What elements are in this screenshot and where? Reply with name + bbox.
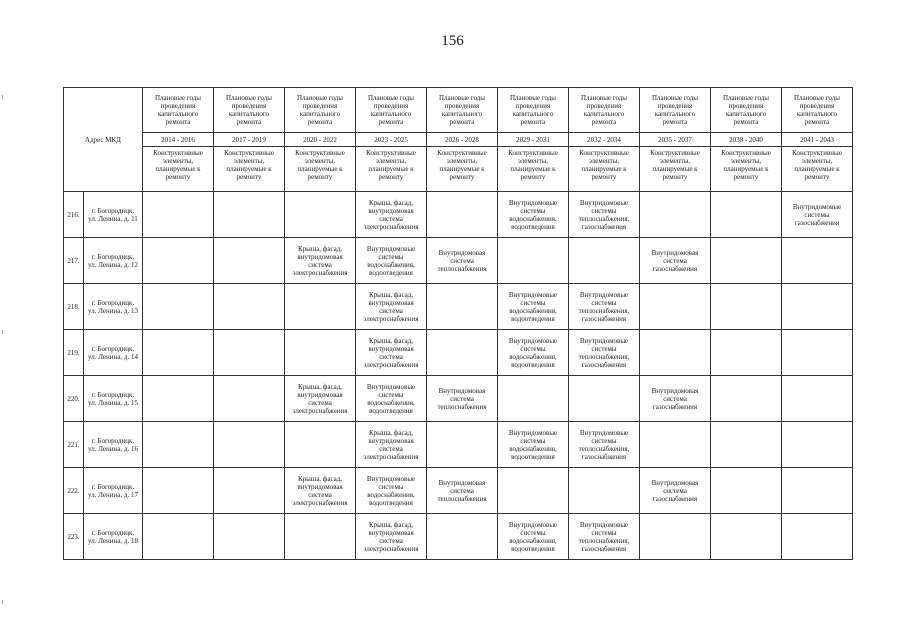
work-cell: Внутридомовая система газоснабжения xyxy=(640,376,711,422)
period-years-cell: 2038 - 2040 xyxy=(711,133,782,147)
period-years-cell: 2032 - 2034 xyxy=(569,133,640,147)
address-cell xyxy=(84,192,143,238)
work-cell xyxy=(143,468,214,514)
address-cell xyxy=(84,376,143,422)
row-number: 218. xyxy=(64,284,84,330)
elements-title-cell: Конструктивные элементы, планируемые к ремонту xyxy=(214,147,285,192)
work-cell: Внутридомовые системы водоснабжения, водоотведения xyxy=(498,192,569,238)
period-years-cell: 2029 - 2031 xyxy=(498,133,569,147)
address-cell xyxy=(84,330,143,376)
work-cell: Крыша, фасад, внутридомовая система электроснабжения xyxy=(285,468,356,514)
address-street: ул. Ленина, д. 18 xyxy=(88,536,138,545)
address-street: ул. Ленина, д. 16 xyxy=(88,444,138,453)
work-cell xyxy=(427,330,498,376)
period-title-cell: Плановые годы проведения капитального ремонта xyxy=(782,88,853,133)
work-cell xyxy=(143,376,214,422)
row-number: 217. xyxy=(64,238,84,284)
work-cell: Внутридомовые системы водоснабжения, водоотведения xyxy=(498,330,569,376)
work-cell xyxy=(214,238,285,284)
work-cell xyxy=(711,376,782,422)
period-years-cell: 2035 - 2037 xyxy=(640,133,711,147)
work-cell xyxy=(569,376,640,422)
table-row xyxy=(64,192,853,238)
work-cell: Внутридомовая система теплоснабжения xyxy=(427,238,498,284)
elements-title-cell: Конструктивные элементы, планируемые к ремонту xyxy=(143,147,214,192)
address-city: г. Богородицк, xyxy=(91,390,135,399)
scan-mark xyxy=(2,95,3,99)
work-cell xyxy=(782,238,853,284)
period-title-cell: Плановые годы проведения капитального ремонта xyxy=(711,88,782,133)
work-cell: Крыша, фасад, внутридомовая система электроснабжения xyxy=(285,376,356,422)
work-cell xyxy=(782,330,853,376)
work-cell xyxy=(427,192,498,238)
period-title-cell: Плановые годы проведения капитального ремонта xyxy=(285,88,356,133)
work-cell: Внутридомовые системы водоснабжения, водоотведения xyxy=(498,422,569,468)
work-cell xyxy=(143,514,214,560)
address-street: ул. Ленина, д. 12 xyxy=(88,260,138,269)
address-cell xyxy=(84,514,143,560)
row-number: 219. xyxy=(64,330,84,376)
work-cell xyxy=(711,514,782,560)
address-cell xyxy=(84,238,143,284)
work-cell: Крыша, фасад, внутридомовая система электроснабжения xyxy=(356,192,427,238)
work-cell xyxy=(143,422,214,468)
work-cell: Внутридомовая система газоснабжения xyxy=(640,238,711,284)
work-cell xyxy=(214,514,285,560)
table-row xyxy=(64,468,853,514)
work-cell xyxy=(640,284,711,330)
work-cell xyxy=(782,376,853,422)
address-city: г. Богородицк, xyxy=(91,436,135,445)
work-cell: Крыша, фасад, внутридомовая система электроснабжения xyxy=(356,514,427,560)
period-years-cell: 2026 - 2028 xyxy=(427,133,498,147)
work-cell: Крыша, фасад, внутридомовая система электроснабжения xyxy=(356,284,427,330)
work-cell xyxy=(214,330,285,376)
work-cell xyxy=(782,514,853,560)
work-cell xyxy=(711,238,782,284)
period-years-cell: 2014 - 2016 xyxy=(143,133,214,147)
work-cell: Внутридомовая система теплоснабжения xyxy=(427,468,498,514)
row-number: 220. xyxy=(64,376,84,422)
work-cell: Внутридомовая система газоснабжения xyxy=(640,468,711,514)
work-cell xyxy=(214,376,285,422)
scan-mark xyxy=(2,600,3,604)
work-cell: Внутридомовые системы теплоснабжения, газоснабжения xyxy=(569,422,640,468)
work-cell xyxy=(498,376,569,422)
row-number: 221. xyxy=(64,422,84,468)
work-cell xyxy=(711,284,782,330)
table-row xyxy=(64,238,853,284)
elements-title-cell: Конструктивные элементы, планируемые к ремонту xyxy=(498,147,569,192)
address-header: Адрес МКД xyxy=(64,88,143,192)
work-cell xyxy=(782,468,853,514)
address-city: г. Богородицк, xyxy=(91,298,135,307)
work-cell xyxy=(640,514,711,560)
period-years-cell: 2023 - 2025 xyxy=(356,133,427,147)
page-number: 156 xyxy=(441,33,464,49)
work-cell xyxy=(214,192,285,238)
work-cell: Внутридомовые системы водоснабжения, водоотведения xyxy=(498,284,569,330)
work-cell xyxy=(214,422,285,468)
table-row xyxy=(64,514,853,560)
work-cell: Крыша, фасад, внутридомовая система электроснабжения xyxy=(356,422,427,468)
address-city: г. Богородицк, xyxy=(91,528,135,537)
address-city: г. Богородицк, xyxy=(91,344,135,353)
work-cell xyxy=(640,192,711,238)
elements-title-cell: Конструктивные элементы, планируемые к ремонту xyxy=(427,147,498,192)
work-cell: Внутридомовые системы газоснабжения xyxy=(782,192,853,238)
work-cell xyxy=(285,422,356,468)
work-cell xyxy=(640,330,711,376)
period-title-cell: Плановые годы проведения капитального ремонта xyxy=(356,88,427,133)
address-street: ул. Ленина, д. 14 xyxy=(88,352,138,361)
work-cell: Внутридомовые системы водоснабжения, водоотведения xyxy=(356,238,427,284)
work-cell: Крыша, фасад, внутридомовая система электроснабжения xyxy=(356,330,427,376)
header-row-titles xyxy=(64,88,853,133)
work-cell xyxy=(214,468,285,514)
address-city: г. Богородицк, xyxy=(91,482,135,491)
work-cell xyxy=(427,514,498,560)
elements-title-cell: Конструктивные элементы, планируемые к ремонту xyxy=(711,147,782,192)
row-number: 222. xyxy=(64,468,84,514)
address-city: г. Богородицк, xyxy=(91,252,135,261)
period-years-cell: 2041 - 2043 xyxy=(782,133,853,147)
work-cell: Внутридомовые системы теплоснабжения, газоснабжения xyxy=(569,514,640,560)
work-cell xyxy=(285,330,356,376)
work-cell xyxy=(427,284,498,330)
work-cell xyxy=(143,284,214,330)
period-title-cell: Плановые годы проведения капитального ремонта xyxy=(214,88,285,133)
work-cell xyxy=(285,192,356,238)
work-cell: Внутридомовые системы водоснабжения, водоотведения xyxy=(356,468,427,514)
work-cell xyxy=(711,468,782,514)
period-years-cell: 2020 - 2022 xyxy=(285,133,356,147)
table-row xyxy=(64,330,853,376)
period-title-cell: Плановые годы проведения капитального ремонта xyxy=(143,88,214,133)
table-row xyxy=(64,376,853,422)
elements-title-cell: Конструктивные элементы, планируемые к ремонту xyxy=(285,147,356,192)
address-street: ул. Ленина, д. 13 xyxy=(88,306,138,315)
work-cell xyxy=(498,238,569,284)
work-cell xyxy=(711,330,782,376)
work-cell xyxy=(782,422,853,468)
work-cell: Внутридомовые системы теплоснабжения, газоснабжения xyxy=(569,192,640,238)
address-street: ул. Ленина, д. 15 xyxy=(88,398,138,407)
work-cell xyxy=(711,422,782,468)
work-cell xyxy=(143,238,214,284)
period-title-cell: Плановые годы проведения капитального ремонта xyxy=(427,88,498,133)
work-cell xyxy=(427,422,498,468)
work-cell xyxy=(214,284,285,330)
period-title-cell: Плановые годы проведения капитального ремонта xyxy=(569,88,640,133)
address-street: ул. Ленина, д. 11 xyxy=(88,214,138,223)
work-cell xyxy=(711,192,782,238)
row-number: 216. xyxy=(64,192,84,238)
row-number: 223. xyxy=(64,514,84,560)
work-cell: Внутридомовые системы теплоснабжения, газоснабжения xyxy=(569,284,640,330)
work-cell xyxy=(782,284,853,330)
header-row-years xyxy=(64,133,853,147)
work-cell xyxy=(498,468,569,514)
address-cell xyxy=(84,468,143,514)
address-cell xyxy=(84,284,143,330)
period-years-cell: 2017 - 2019 xyxy=(214,133,285,147)
work-cell xyxy=(569,238,640,284)
header-row-elements xyxy=(64,147,853,192)
work-cell xyxy=(285,284,356,330)
work-cell: Внутридомовые системы водоснабжения, водоотведения xyxy=(356,376,427,422)
work-cell: Крыша, фасад, внутридомовая система электроснабжения xyxy=(285,238,356,284)
work-cell: Внутридомовая система теплоснабжения xyxy=(427,376,498,422)
scan-mark xyxy=(2,330,3,334)
elements-title-cell: Конструктивные элементы, планируемые к ремонту xyxy=(569,147,640,192)
address-street: ул. Ленина, д. 17 xyxy=(88,490,138,499)
work-cell: Внутридомовые системы теплоснабжения, газоснабжения xyxy=(569,330,640,376)
address-city: г. Богородицк, xyxy=(91,206,135,215)
address-cell xyxy=(84,422,143,468)
elements-title-cell: Конструктивные элементы, планируемые к ремонту xyxy=(640,147,711,192)
capital-repair-table xyxy=(63,87,853,560)
work-cell: Внутридомовые системы водоснабжения, водоотведения xyxy=(498,514,569,560)
work-cell xyxy=(143,330,214,376)
period-title-cell: Плановые годы проведения капитального ремонта xyxy=(640,88,711,133)
elements-title-cell: Конструктивные элементы, планируемые к ремонту xyxy=(356,147,427,192)
elements-title-cell: Конструктивные элементы, планируемые к ремонту xyxy=(782,147,853,192)
work-cell xyxy=(569,468,640,514)
work-cell xyxy=(285,514,356,560)
work-cell xyxy=(143,192,214,238)
table-row xyxy=(64,422,853,468)
period-title-cell: Плановые годы проведения капитального ремонта xyxy=(498,88,569,133)
table-row xyxy=(64,284,853,330)
work-cell xyxy=(640,422,711,468)
